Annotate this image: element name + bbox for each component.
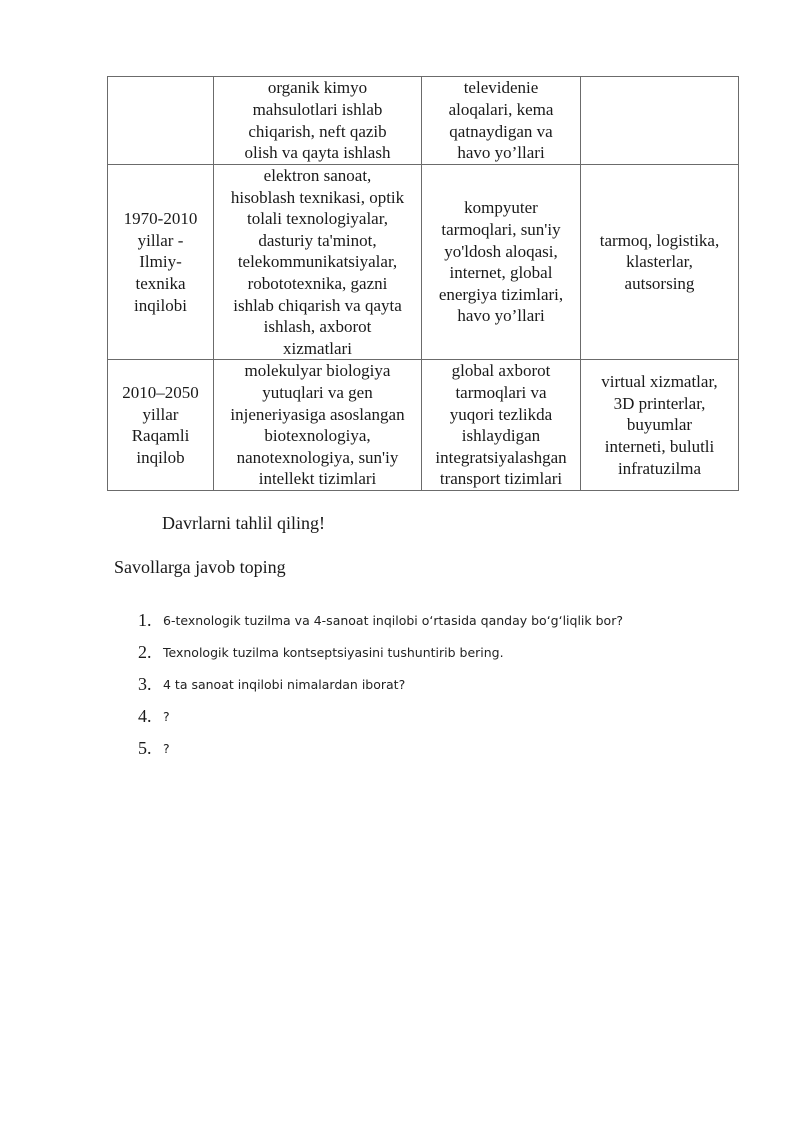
industries-cell: organik kimyo mahsulotlari ishlab chiqarish, neft qazib olish va qayta ishlash xyxy=(214,77,422,165)
era-cell: 1970-2010 yillar - Ilmiy- texnika inqilobi xyxy=(108,165,214,360)
industries-cell: molekulyar biologiya yutuqlari va gen injeneriyasiga asoslangan biotexnologiya, nanotexnologiya, sun'iy intellekt tizimlari xyxy=(214,360,422,491)
era-cell: 2010–2050 yillar Raqamli inqilob xyxy=(108,360,214,491)
question-number: 3. xyxy=(138,674,152,694)
organization-cell xyxy=(581,77,739,165)
question-number: 2. xyxy=(138,642,152,662)
organization-cell: tarmoq, logistika, klasterlar, autsorsing xyxy=(581,165,739,360)
question-text: 6-texnologik tuzilma va 4-sanoat inqilobi o‘rtasida qanday bo‘g‘liqlik bor? xyxy=(163,613,623,628)
question-text: 4 ta sanoat inqilobi nimalardan iborat? xyxy=(163,677,406,692)
question-number: 5. xyxy=(138,738,152,758)
question-text: Texnologik tuzilma kontseptsiyasini tushuntirib bering. xyxy=(163,645,504,660)
question-text: ? xyxy=(163,709,170,724)
infrastructure-cell: kompyuter tarmoqlari, sun'iy yo'ldosh aloqasi, internet, global energiya tizimlari, havo yo’llari xyxy=(422,165,581,360)
table-row xyxy=(108,77,739,165)
question-text: ? xyxy=(163,741,170,756)
instruction-text: Davrlarni tahlil qiling! xyxy=(162,513,325,533)
question-number: 4. xyxy=(138,706,152,726)
organization-cell: virtual xizmatlar, 3D printerlar, buyumlar interneti, bulutli infratuzilma xyxy=(581,360,739,491)
industries-cell: elektron sanoat, hisoblash texnikasi, optik tolali texnologiyalar, dasturiy ta'minot, telekommunikatsiyalar, robototexnika, gazni ishlab chiqarish va qayta ishlash, axborot xizmatlari xyxy=(214,165,422,360)
question-number: 1. xyxy=(138,610,152,630)
infrastructure-cell: global axborot tarmoqlari va yuqori tezlikda ishlaydigan integratsiyalashgan transport tizimlari xyxy=(422,360,581,491)
technology-table xyxy=(107,76,739,491)
table-row xyxy=(108,165,739,360)
era-cell xyxy=(108,77,214,165)
questions-heading: Savollarga javob toping xyxy=(114,557,286,577)
infrastructure-cell: televidenie aloqalari, kema qatnaydigan va havo yo’llari xyxy=(422,77,581,165)
table-row xyxy=(108,360,739,491)
